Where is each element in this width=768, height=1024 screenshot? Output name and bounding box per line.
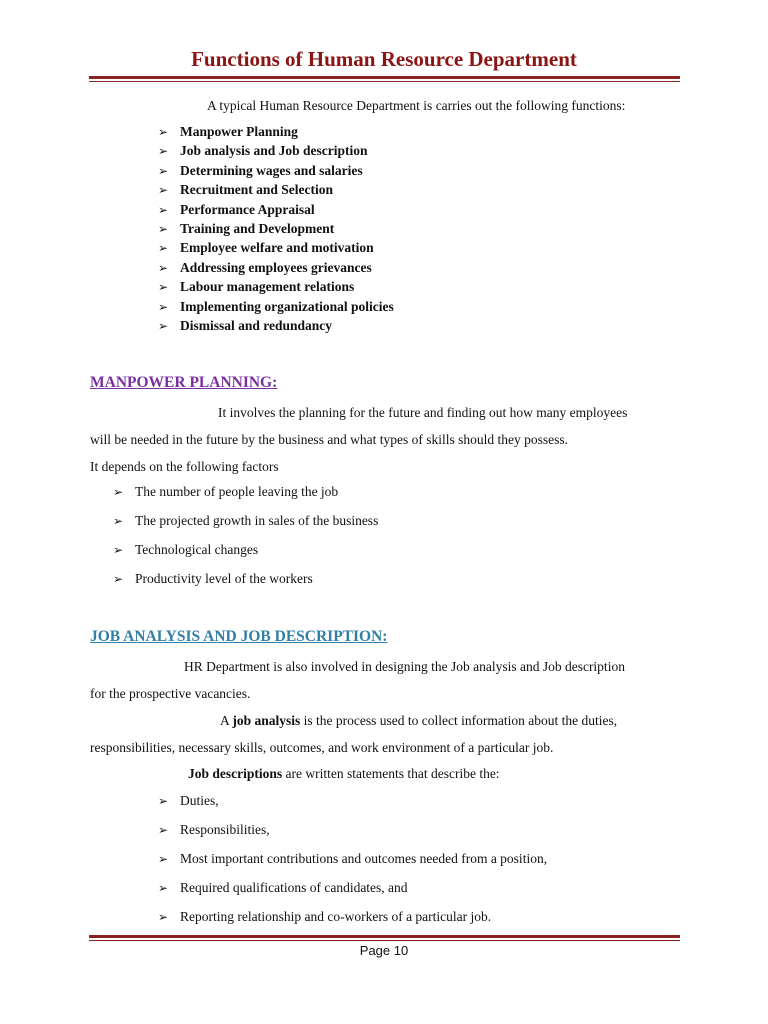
- list-item: ➢ Labour management relations: [158, 279, 355, 295]
- job-para3: Job descriptions are written statements that describe the:: [188, 766, 500, 781]
- arrowhead-bullet-icon: ➢: [113, 572, 124, 586]
- list-item: ➢ Training and Development: [158, 220, 335, 236]
- footer-rule-thin: [89, 940, 680, 941]
- list-item: ➢ Responsibilities,: [158, 822, 270, 837]
- job-para1-line2: for the prospective vacancies.: [90, 686, 251, 701]
- list-item: ➢ The projected growth in sales of the business: [113, 513, 379, 528]
- arrowhead-bullet-icon: ➢: [113, 543, 124, 557]
- list-item: ➢ Employee welfare and motivation: [158, 240, 374, 256]
- arrowhead-bullet-icon: ➢: [158, 144, 169, 159]
- arrowhead-bullet-icon: ➢: [113, 485, 124, 499]
- list-item: ➢ The number of people leaving the job: [113, 484, 339, 499]
- list-item: ➢ Recruitment and Selection: [158, 182, 333, 198]
- header-rule-thick: [89, 76, 680, 79]
- list-item: ➢ Reporting relationship and co-workers of a particular job.: [158, 909, 492, 924]
- arrowhead-bullet-icon: ➢: [158, 794, 169, 808]
- footer-rule-thick: [89, 935, 680, 938]
- description-list: [158, 793, 547, 938]
- list-item: ➢ Implementing organizational policies: [158, 298, 394, 314]
- arrowhead-bullet-icon: ➢: [158, 163, 169, 178]
- list-item: ➢ Addressing employees grievances: [158, 259, 372, 275]
- section-heading-manpower: MANPOWER PLANNING:: [90, 374, 278, 391]
- factors-list: [113, 484, 378, 600]
- arrowhead-bullet-icon: ➢: [158, 910, 169, 924]
- section-heading-job-analysis: JOB ANALYSIS AND JOB DESCRIPTION:: [90, 628, 388, 645]
- list-item: ➢ Job analysis and Job description: [158, 143, 368, 159]
- header-rule-thin: [89, 81, 680, 82]
- list-item: ➢ Manpower Planning: [158, 124, 298, 139]
- arrowhead-bullet-icon: ➢: [158, 823, 169, 837]
- arrowhead-bullet-icon: ➢: [158, 299, 169, 314]
- arrowhead-bullet-icon: ➢: [158, 318, 169, 333]
- functions-list: [158, 124, 394, 337]
- list-item: ➢ Duties,: [158, 793, 219, 808]
- job-descriptions-term: Job descriptions: [188, 766, 283, 781]
- list-item: ➢ Technological changes: [113, 542, 259, 557]
- arrowhead-bullet-icon: ➢: [113, 514, 124, 528]
- list-item: ➢ Dismissal and redundancy: [158, 317, 333, 333]
- job-para2-line2: responsibilities, necessary skills, outcomes, and work environment of a particular job.: [90, 740, 554, 755]
- page-number: Page 10: [359, 943, 409, 958]
- list-item: ➢ Required qualifications of candidates, and: [158, 880, 408, 895]
- arrowhead-bullet-icon: ➢: [158, 183, 169, 198]
- list-item: ➢ Determining wages and salaries: [158, 162, 363, 178]
- arrowhead-bullet-icon: ➢: [158, 881, 169, 895]
- job-para2-line1: A job analysis is the process used to collect information about the duties,: [220, 713, 618, 728]
- list-item: ➢ Performance Appraisal: [158, 201, 315, 217]
- arrowhead-bullet-icon: ➢: [158, 221, 169, 236]
- page-title: Functions of Human Resource Department: [191, 47, 577, 71]
- manpower-para-line2: will be needed in the future by the business and what types of skills should they possess.: [90, 432, 569, 447]
- manpower-para-line1: It involves the planning for the future and finding out how many employees: [218, 405, 628, 420]
- arrowhead-bullet-icon: ➢: [158, 260, 169, 275]
- arrowhead-bullet-icon: ➢: [158, 125, 169, 139]
- list-item: ➢ Most important contributions and outcomes needed from a position,: [158, 851, 548, 866]
- list-item: ➢ Productivity level of the workers: [113, 571, 313, 586]
- arrowhead-bullet-icon: ➢: [158, 202, 169, 217]
- intro-text: A typical Human Resource Department is carries out the following functions:: [207, 98, 626, 113]
- job-para1-line1: HR Department is also involved in designing the Job analysis and Job description: [184, 659, 625, 674]
- arrowhead-bullet-icon: ➢: [158, 852, 169, 866]
- manpower-depends-text: It depends on the following factors: [90, 459, 279, 474]
- arrowhead-bullet-icon: ➢: [158, 241, 169, 256]
- job-analysis-term: job analysis: [232, 713, 301, 728]
- arrowhead-bullet-icon: ➢: [158, 280, 169, 295]
